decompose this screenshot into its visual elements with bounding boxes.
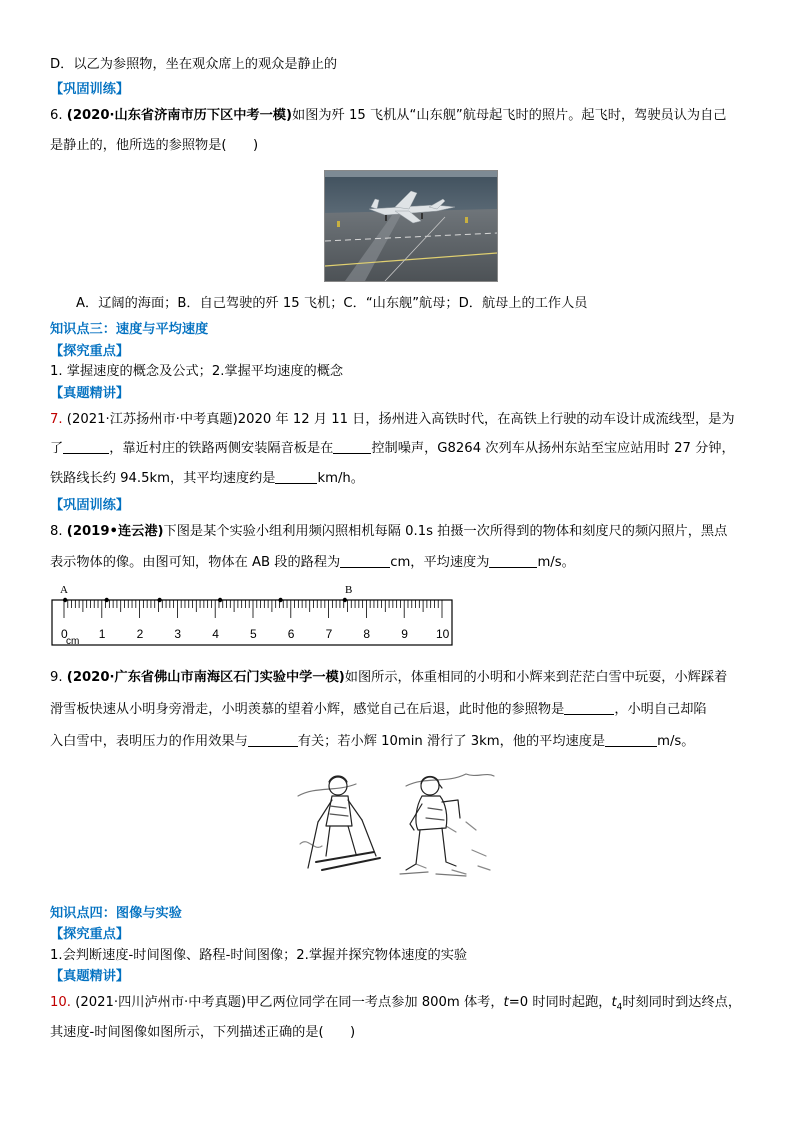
q6-text-1: 如图为歼 15 飞机从“山东舰”航母起飞时的照片。起飞时，驾驶员认为自己 — [292, 108, 727, 123]
q8-source: (2019•连云港) — [66, 524, 164, 539]
ruler-svg — [50, 580, 454, 650]
q8-text-2b: cm，平均速度为 — [390, 555, 490, 570]
q9-line-3 — [50, 732, 694, 751]
ruler-tick-label: 0 — [61, 627, 68, 641]
ruler-tick-label: 9 — [401, 627, 408, 641]
q8-line-1 — [50, 522, 727, 541]
ruler-tick-label: 3 — [174, 627, 182, 641]
skiers-sketch — [296, 766, 496, 886]
q8-text-1: 下图是某个实验小组利用频闪照相机每隔 0.1s 拍摄一次所得到的物体和刻度尺的频闪照片，黑点 — [163, 524, 728, 539]
q9-text-3a: 入白雪中，表明压力的作用效果与 — [50, 734, 248, 749]
option-d-line: D．以乙为参照物，坐在观众席上的观众是静止的 — [50, 57, 338, 72]
q7-text-3b: km/h。 — [317, 471, 364, 486]
q9-source: (2020·广东省佛山市南海区石门实验中学一模) — [66, 670, 345, 685]
ruler-tick-label: 8 — [363, 627, 371, 641]
ruler-unit: cm — [66, 636, 80, 647]
q7-line-2 — [50, 439, 735, 458]
q9-line-1 — [50, 668, 727, 687]
ruler-dot — [218, 598, 222, 602]
kp4-focus: 1.会判断速度-时间图像、路程-时间图像；2.掌握并探究物体速度的实验 — [50, 948, 468, 963]
q10-t-var: t — [503, 995, 509, 1010]
q9-text-1: 如图所示，体重相同的小明和小辉来到茫茫白雪中玩耍，小辉踩着 — [344, 670, 728, 685]
q8-blank-2[interactable] — [489, 554, 537, 568]
jet-takeoff-image — [325, 171, 497, 281]
ruler-tick-label: 10 — [436, 627, 450, 641]
q7-line-3 — [50, 469, 364, 488]
ruler-dot — [278, 598, 282, 602]
ruler-tick-label: 5 — [250, 627, 257, 641]
ruler-dot — [157, 598, 161, 602]
q8-text-2a: 表示物体的像。由图可知，物体在 AB 段的路程为 — [50, 555, 341, 570]
q7-text-2b: ，靠近村庄的铁路两侧安装隔音板是在 — [109, 441, 334, 456]
q7-blank-3[interactable] — [275, 470, 317, 484]
q10-text-2: 其速度-时间图像如图所示，下列描述正确的是( ) — [50, 1025, 356, 1040]
q7-blank-1[interactable] — [63, 440, 109, 454]
kp3-focus-tag: 【探究重点】 — [50, 344, 130, 359]
aircraft-carrier-photo — [324, 170, 498, 282]
ruler-figure — [50, 580, 454, 654]
q10-line-1 — [50, 993, 741, 1018]
consolidate-tag-2: 【巩固训练】 — [50, 498, 130, 513]
q9-text-2a: 滑雪板快速从小明身旁滑走，小明羡慕的望着小辉，感觉自己在后退，此时他的参照物是 — [50, 702, 565, 717]
skiing-illustration — [296, 766, 496, 890]
q9-blank-3[interactable] — [605, 733, 657, 747]
q9-number: 9. — [50, 670, 63, 685]
q6-source: (2020·山东省济南市历下区中考一模) — [66, 108, 293, 123]
kp3-real-tag: 【真题精讲】 — [50, 386, 130, 401]
q7-text-1: (2021·江苏扬州市·中考真题)2020 年 12 月 11 日，扬州进入高铁时代，在高铁上行驶的动车设计成流线型，是为 — [66, 412, 735, 427]
q6-options: A．辽阔的海面；B．自己驾驶的歼 15 飞机；C．“山东舰”航母；D．航母上的工作人员 — [76, 296, 588, 311]
ruler-dot — [105, 598, 109, 602]
q6-number: 6. — [50, 108, 63, 123]
q10-number: 10. — [50, 995, 71, 1010]
q6-line-1 — [50, 106, 726, 125]
q7-number: 7. — [50, 412, 63, 427]
kp4-title: 知识点四：图像与实验 — [50, 906, 182, 921]
ruler-tick-label: 1 — [98, 627, 106, 641]
q6-text-2: 是静止的，他所选的参照物是( ) — [50, 138, 259, 153]
q10-text-1b: =0 时同时起跑， — [508, 995, 612, 1010]
q7-text-2c: 控制噪声，G8264 次列车从扬州东站至宝应站用时 27 分钟， — [371, 441, 735, 456]
ruler-dot — [63, 598, 67, 602]
q8-blank-1[interactable] — [340, 554, 390, 568]
q8-text-2c: m/s。 — [537, 555, 575, 570]
q7-text-3a: 铁路线长约 94.5km，其平均速度约是 — [50, 471, 276, 486]
ruler-dot — [343, 598, 347, 602]
ruler-tick-label: 6 — [287, 627, 295, 641]
q9-text-3c: m/s。 — [657, 734, 695, 749]
ruler-label-a: A — [60, 584, 68, 596]
ruler-tick-label: 7 — [325, 627, 333, 641]
q10-text-1c: 时刻同时到达终点， — [622, 995, 742, 1010]
kp4-focus-tag: 【探究重点】 — [50, 927, 130, 942]
kp3-focus: 1. 掌握速度的概念及公式；2.掌握平均速度的概念 — [50, 364, 344, 379]
q9-blank-2[interactable] — [248, 733, 298, 747]
q7-text-2a: 了 — [50, 441, 64, 456]
q7-blank-2[interactable] — [333, 440, 371, 454]
q9-text-2b: ，小明自己却陷 — [614, 702, 707, 717]
consolidate-tag: 【巩固训练】 — [50, 82, 130, 97]
q9-text-3b: 有关；若小辉 10min 滑行了 3km，他的平均速度是 — [297, 734, 606, 749]
ruler-label-b: B — [345, 584, 353, 596]
q9-blank-1[interactable] — [564, 701, 614, 715]
q7-line-1 — [50, 410, 735, 429]
q8-line-2 — [50, 553, 575, 572]
ruler-tick-label: 4 — [212, 627, 219, 641]
q10-t4-var: t — [611, 995, 617, 1010]
kp4-real-tag: 【真题精讲】 — [50, 969, 130, 984]
q8-number: 8. — [50, 524, 63, 539]
q9-line-2 — [50, 700, 707, 719]
ruler-tick-label: 2 — [136, 627, 144, 641]
kp3-title: 知识点三：速度与平均速度 — [50, 322, 209, 337]
q10-text-1a: (2021·四川泸州市·中考真题)甲乙两位同学在同一考点参加 800m 体考， — [75, 995, 504, 1010]
q10-t4-sub: 4 — [616, 1002, 623, 1013]
